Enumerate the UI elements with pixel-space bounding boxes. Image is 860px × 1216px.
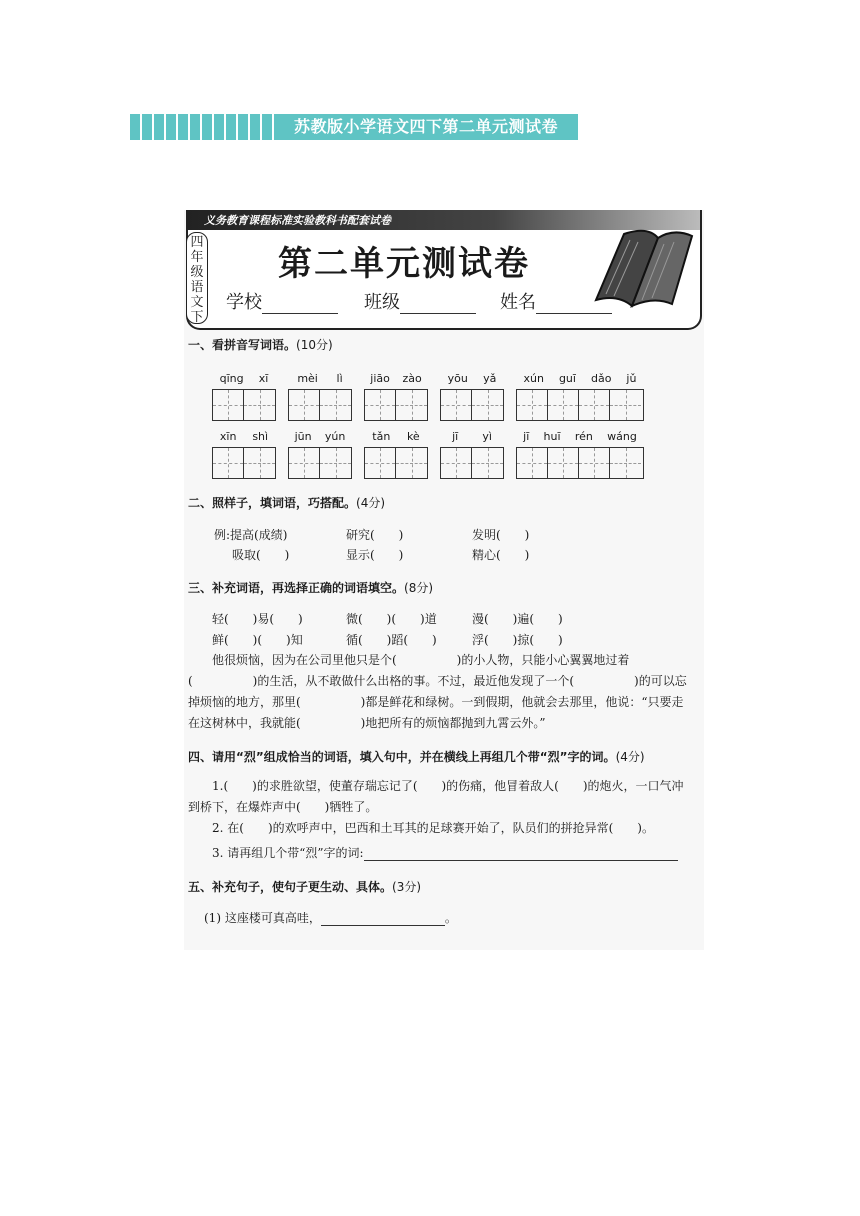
section-5-title	[188, 878, 421, 895]
pinyin: jǔ	[626, 372, 637, 385]
pinyin: yún	[324, 430, 346, 443]
word-match-item[interactable]: 吸取( )	[232, 548, 290, 562]
section-5-score: (3分)	[392, 880, 422, 894]
pinyin: xún	[523, 372, 544, 385]
writing-grid[interactable]	[364, 447, 428, 479]
section-4-score: (4分)	[615, 750, 645, 764]
pinyin-item	[212, 372, 276, 421]
writing-grid[interactable]	[516, 447, 644, 479]
section-1-score: (10分)	[296, 338, 333, 352]
class-field[interactable]	[364, 288, 476, 314]
section-2-label: 二、照样子，填词语，巧搭配。	[188, 496, 357, 510]
grade-char: 文	[190, 295, 204, 310]
writing-grid[interactable]	[212, 389, 276, 421]
pinyin: jiāo	[370, 372, 390, 385]
pinyin: jūn	[294, 430, 312, 443]
pinyin: lì	[336, 372, 343, 385]
topbar-text: 义务教育课程标准实验教科书配套试卷	[204, 214, 391, 227]
pinyin: tǎn	[372, 430, 391, 443]
pinyin: zào	[402, 372, 422, 385]
question-4-1: 1.( )的求胜欲望，使董存瑞忘记了( )的伤痛，他冒着敌人( )的炮火，一口气冲到桥下，在爆炸声中( )牺牲了。	[188, 779, 684, 814]
answer-line[interactable]	[321, 913, 445, 926]
word-match-item[interactable]: 精心( )	[472, 548, 530, 562]
pinyin-item	[288, 372, 352, 421]
question-5-1-label: (1) 这座楼可真高哇，	[204, 911, 321, 925]
question-4-2: 2. 在( )的欢呼声中，巴西和土耳其的足球赛开始了，队员们的拼抢异常( )。	[212, 821, 654, 835]
writing-grid[interactable]	[212, 447, 276, 479]
section-5-label: 五、补充句子，使句子更生动、具体。	[188, 880, 393, 894]
school-field[interactable]	[226, 288, 338, 314]
grade-char: 级	[190, 265, 204, 280]
pinyin: dǎo	[590, 372, 612, 385]
word-match-item[interactable]: 显示( )	[346, 548, 404, 562]
pinyin: jī	[452, 430, 459, 443]
writing-grid[interactable]	[440, 447, 504, 479]
writing-grid[interactable]	[516, 389, 644, 421]
pinyin-item	[440, 430, 504, 479]
pinyin: yōu	[447, 372, 468, 385]
question-5-1-end: 。	[444, 911, 457, 925]
pinyin-item	[364, 372, 428, 421]
writing-grid[interactable]	[288, 389, 352, 421]
pinyin-item	[212, 430, 276, 479]
pinyin-item	[516, 372, 644, 421]
pinyin: shì	[252, 430, 269, 443]
idiom-blank[interactable]: 鲜( )( )知	[212, 633, 303, 647]
pinyin: xī	[258, 372, 269, 385]
pinyin: kè	[406, 430, 420, 443]
banner-title: 苏教版小学语文四下第二单元测试卷	[293, 117, 558, 136]
book-icon	[588, 224, 696, 308]
pinyin: wáng	[607, 430, 637, 443]
pinyin: guī	[558, 372, 576, 385]
pinyin: yǎ	[483, 372, 497, 385]
section-3-score: (8分)	[404, 581, 434, 595]
section-1-title	[188, 336, 333, 353]
banner-stripes	[130, 114, 280, 140]
idiom-passage: 他很烦恼，因为在公司里他只是个( )的小人物，只能小心翼翼地过着( )的生活，从不敢做什么出格的事。不过，最近他发现了一个( )的可以忘掉烦恼的地方，那里( )都是鲜花和绿树。一到假期，他就会去那里，他说：“只要走在这树林中，我就能( )地把所有的烦恼都抛到九霄云外。”	[188, 653, 687, 730]
section-2-title	[188, 494, 385, 511]
grade-tab	[186, 232, 208, 324]
grade-char: 四	[190, 235, 204, 250]
pinyin: qīng	[219, 372, 244, 385]
pinyin: huī	[543, 430, 561, 443]
idiom-blank[interactable]: 微( )( )道	[346, 612, 437, 626]
word-match-item[interactable]: 研究( )	[346, 528, 404, 542]
section-2-score: (4分)	[356, 496, 386, 510]
class-blank[interactable]	[400, 295, 476, 314]
pinyin: jī	[523, 430, 530, 443]
question-4-3-label: 3. 请再组几个带“烈”字的词:	[212, 846, 364, 860]
pinyin: mèi	[297, 372, 318, 385]
pinyin-item	[288, 430, 352, 479]
idiom-blank[interactable]: 浮( )掠( )	[472, 633, 563, 647]
document-banner	[130, 114, 578, 140]
section-1-label: 一、看拼音写词语。	[188, 338, 297, 352]
pinyin: xīn	[219, 430, 237, 443]
word-match-item[interactable]: 发明( )	[472, 528, 530, 542]
pinyin-item	[440, 372, 504, 421]
name-label: 姓名	[500, 292, 536, 313]
grade-char: 年	[190, 250, 204, 265]
idiom-blank[interactable]: 轻( )易( )	[212, 612, 303, 626]
section-3-title	[188, 579, 433, 596]
exam-title: 第二单元测试卷	[278, 244, 530, 284]
writing-grid[interactable]	[440, 389, 504, 421]
idiom-blank[interactable]: 循( )蹈( )	[346, 633, 437, 647]
school-label: 学校	[226, 292, 262, 313]
idiom-blank[interactable]: 漫( )遍( )	[472, 612, 563, 626]
pinyin-item	[364, 430, 428, 479]
section-4-title	[188, 748, 698, 765]
writing-grid[interactable]	[288, 447, 352, 479]
grade-char: 下	[190, 310, 204, 325]
pinyin: rén	[574, 430, 593, 443]
writing-grid[interactable]	[364, 389, 428, 421]
pinyin: yì	[482, 430, 492, 443]
section-4-label: 四、请用“烈”组成恰当的词语，填入句中，并在横线上再组几个带“烈”字的词。	[188, 750, 616, 764]
question-4-3	[212, 844, 678, 861]
question-5-1	[204, 909, 457, 926]
grade-char: 语	[190, 280, 204, 295]
class-label: 班级	[364, 292, 400, 313]
section-3-label: 三、补充词语，再选择正确的词语填空。	[188, 581, 405, 595]
pinyin-item	[516, 430, 644, 479]
answer-line[interactable]	[364, 848, 678, 861]
word-match-item: 例:提高(成绩)	[214, 528, 288, 542]
school-blank[interactable]	[262, 295, 338, 314]
